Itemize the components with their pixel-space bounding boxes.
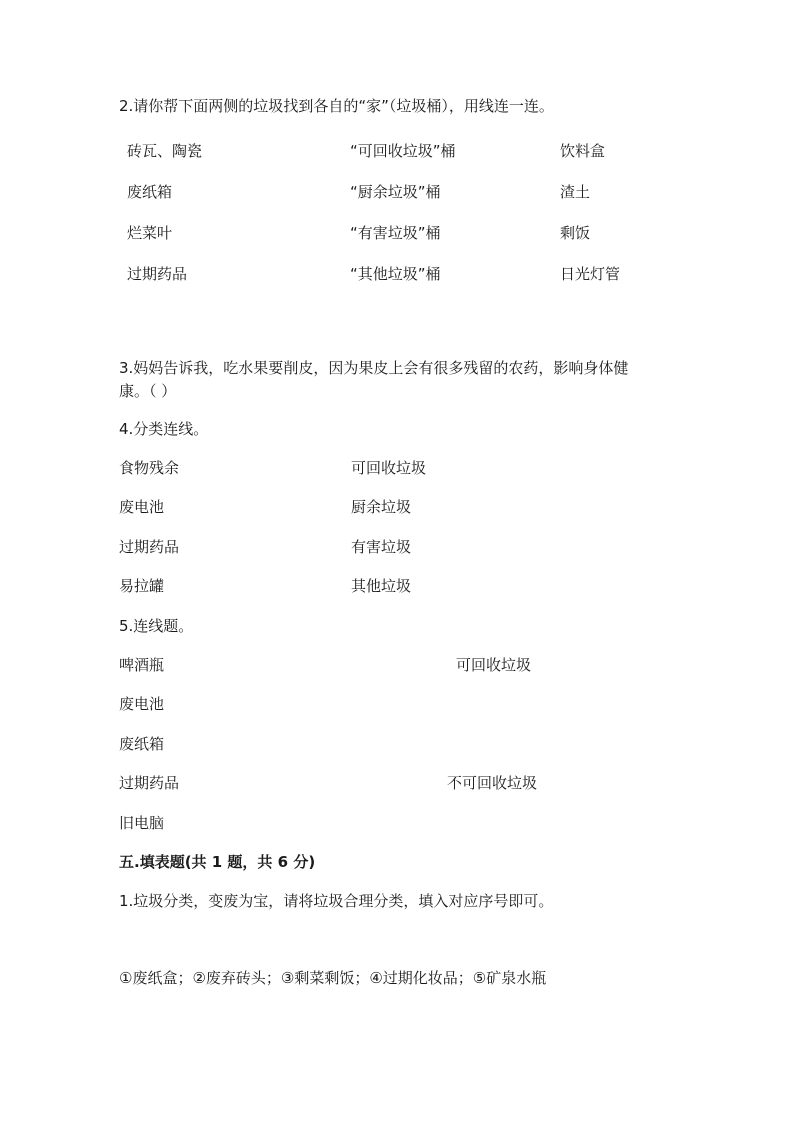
q2-bin-item: “其他垃圾”桶	[350, 265, 441, 283]
q2-title: 2.请你帮下面两侧的垃圾找到各自的“家”（垃圾桶），用线连一连。	[119, 97, 554, 115]
q5-left-item: 过期药品	[119, 774, 180, 792]
q4-right-item: 有害垃圾	[351, 538, 412, 556]
q2-left-item: 废纸箱	[127, 183, 173, 201]
q5-left-item: 废纸箱	[119, 735, 165, 753]
q4-left-item: 食物残余	[119, 459, 180, 477]
q5-title: 5.连线题。	[119, 617, 194, 635]
q3-line2: 康。（ ）	[119, 382, 177, 400]
q2-left-item: 过期药品	[127, 265, 188, 283]
q2-right-item: 剩饭	[560, 224, 591, 242]
q4-right-item: 可回收垃圾	[351, 459, 427, 477]
q4-left-item: 易拉罐	[119, 577, 165, 595]
q5-left-item: 旧电脑	[119, 814, 165, 832]
q2-left-item: 烂菜叶	[127, 224, 173, 242]
section-heading: 五.填表题(共 1 题，共 6 分)	[119, 853, 316, 871]
section5-q1-items: ①废纸盒；②废弃砖头；③剩菜剩饭；④过期化妆品；⑤矿泉水瓶	[119, 969, 547, 987]
q4-right-item: 厨余垃圾	[351, 498, 412, 516]
q3-line1: 3.妈妈告诉我，吃水果要削皮，因为果皮上会有很多残留的农药，影响身体健	[119, 359, 629, 377]
q2-bin-item: “可回收垃圾”桶	[350, 142, 456, 160]
q4-left-item: 过期药品	[119, 538, 180, 556]
q2-right-item: 饮料盒	[560, 142, 606, 160]
q5-right-bottom: 不可回收垃圾	[447, 774, 538, 792]
q4-right-item: 其他垃圾	[351, 577, 412, 595]
q4-left-item: 废电池	[119, 498, 165, 516]
q4-title: 4.分类连线。	[119, 420, 209, 438]
q2-bin-item: “有害垃圾”桶	[350, 224, 441, 242]
q2-right-item: 日光灯管	[560, 265, 621, 283]
q5-left-item: 啤酒瓶	[119, 656, 165, 674]
q2-bin-item: “厨余垃圾”桶	[350, 183, 441, 201]
section5-q1-title: 1.垃圾分类，变废为宝，请将垃圾合理分类，填入对应序号即可。	[119, 892, 554, 910]
q5-left-item: 废电池	[119, 695, 165, 713]
q2-left-item: 砖瓦、陶瓷	[127, 142, 203, 160]
q2-right-item: 渣土	[560, 183, 591, 201]
q5-right-top: 可回收垃圾	[456, 656, 532, 674]
